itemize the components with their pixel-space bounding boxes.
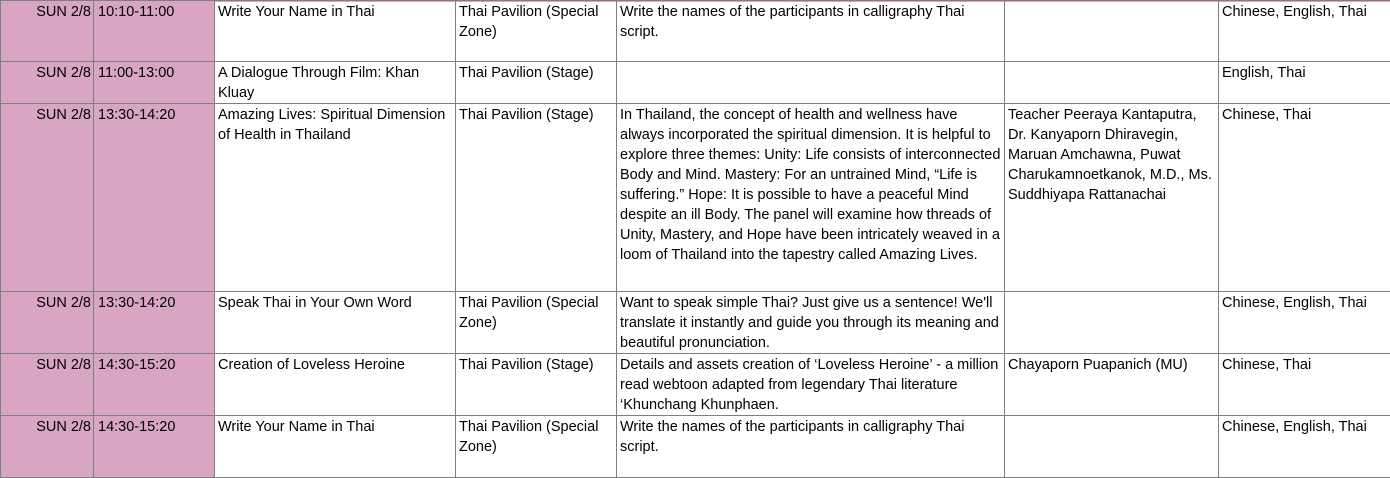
languages-cell[interactable]: Chinese, English, Thai [1219,292,1390,354]
description-cell[interactable]: Want to speak simple Thai? Just give us a sentence! We'll translate it instantly and guide you through its meaning and beautiful pronunciation. [617,292,1005,354]
time-cell[interactable]: 14:30-15:20 [94,416,215,478]
description-cell[interactable]: Write the names of the participants in calligraphy Thai script. [617,416,1005,478]
speakers-cell[interactable] [1005,292,1219,354]
description-cell[interactable]: Details and assets creation of ‘Loveless Heroine’ - a million read webtoon adapted from legendary Thai literature ‘Khunchang Khunphaen. [617,354,1005,416]
time-cell[interactable]: 13:30-14:20 [94,292,215,354]
day-cell[interactable]: SUN 2/8 [1,104,94,292]
title-cell[interactable]: Creation of Loveless Heroine [215,354,456,416]
time-cell[interactable]: 13:30-14:20 [94,104,215,292]
description-cell[interactable]: In Thailand, the concept of health and wellness have always incorporated the spiritual dimension. It is helpful to explore three themes: Unity: Life consists of interconnected Body and Mind. Mastery: For an untrained Mind, “Life is suffering.” Hope: It is possible to have a peaceful Mind despite an ill Body. The panel will examine how threads of Unity, Mastery, and Hope have been intricately weaved in a loom of Thailand into the tapestry called Amazing Lives. [617,104,1005,292]
day-cell[interactable]: SUN 2/8 [1,292,94,354]
table-row [1,354,1390,416]
speakers-cell[interactable] [1005,1,1219,62]
table-row [1,104,1390,292]
title-cell[interactable]: Amazing Lives: Spiritual Dimension of Health in Thailand [215,104,456,292]
table-row [1,416,1390,478]
languages-cell[interactable]: English, Thai [1219,62,1390,104]
venue-cell[interactable]: Thai Pavilion (Stage) [456,104,617,292]
time-cell[interactable]: 11:00-13:00 [94,62,215,104]
speakers-cell[interactable]: Teacher Peeraya Kantaputra, Dr. Kanyaporn Dhiravegin, Maruan Amchawna, Puwat Charukamnoetkanok, M.D., Ms. Suddhiyapa Rattanachai [1005,104,1219,292]
speakers-cell[interactable] [1005,62,1219,104]
table-row [1,1,1390,62]
time-cell[interactable]: 10:10-11:00 [94,1,215,62]
venue-cell[interactable]: Thai Pavilion (Special Zone) [456,1,617,62]
day-cell[interactable]: SUN 2/8 [1,354,94,416]
title-cell[interactable]: Write Your Name in Thai [215,416,456,478]
table-row [1,292,1390,354]
title-cell[interactable]: Speak Thai in Your Own Word [215,292,456,354]
speakers-cell[interactable] [1005,416,1219,478]
day-cell[interactable]: SUN 2/8 [1,1,94,62]
languages-cell[interactable]: Chinese, Thai [1219,354,1390,416]
speakers-cell[interactable]: Chayaporn Puapanich (MU) [1005,354,1219,416]
venue-cell[interactable]: Thai Pavilion (Stage) [456,62,617,104]
day-cell[interactable]: SUN 2/8 [1,62,94,104]
venue-cell[interactable]: Thai Pavilion (Special Zone) [456,292,617,354]
venue-cell[interactable]: Thai Pavilion (Special Zone) [456,416,617,478]
venue-cell[interactable]: Thai Pavilion (Stage) [456,354,617,416]
languages-cell[interactable]: Chinese, English, Thai [1219,1,1390,62]
languages-cell[interactable]: Chinese, English, Thai [1219,416,1390,478]
day-cell[interactable]: SUN 2/8 [1,416,94,478]
description-cell[interactable]: Write the names of the participants in calligraphy Thai script. [617,1,1005,62]
title-cell[interactable]: A Dialogue Through Film: Khan Kluay [215,62,456,104]
time-cell[interactable]: 14:30-15:20 [94,354,215,416]
table-row [1,62,1390,104]
languages-cell[interactable]: Chinese, Thai [1219,104,1390,292]
description-cell[interactable] [617,62,1005,104]
title-cell[interactable]: Write Your Name in Thai [215,1,456,62]
